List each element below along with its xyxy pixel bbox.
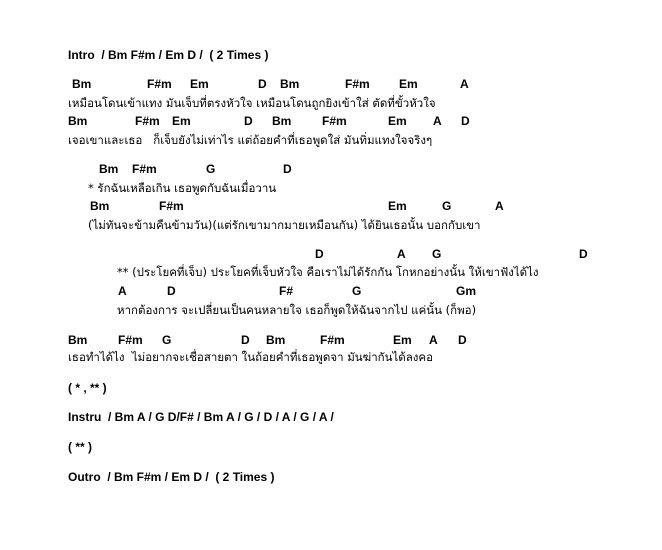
chord: Em [172,114,191,128]
lyric-line: ** (ประโยคที่เจ็บ) ประโยคที่เจ็บหัวใจ คือเราไม่ได้รักกัน โกหกอย่างนั้น ให้เขาฟังได้ไง [117,265,539,279]
chord: Bm [272,114,292,128]
chord: F#m [159,199,184,213]
chord: A [495,199,504,213]
chord: A [118,284,127,298]
chord: A [433,114,442,128]
chord: A [460,77,469,91]
chord: Bm [90,199,110,213]
lyric-line: เจอเขาและเธอ ก็เจ็บยังไม่เท่าไร แต่ถ้อยคำที่เธอพูดใส่ มันทิ่มแทงใจจริงๆ [68,133,433,147]
chord: F#m [345,77,370,91]
chord: D [244,114,253,128]
chord: G [206,162,216,176]
chord: G [162,333,172,347]
chord: Bm [99,162,119,176]
chord: Em [393,333,412,347]
lyric-line: (ไม่ทันจะข้ามคืนข้ามวัน)(แต่รักเขามากมายเหมือนกัน) ได้ยินเธอนั้น บอกกับเขา [88,218,481,232]
chord: Em [388,114,407,128]
chord: Em [399,77,418,91]
chord: A [397,247,406,261]
chord: Em [388,199,407,213]
lyric-line: เธอทำได้ไง ไม่อยากจะเชื่อสายตา ในถ้อยคำที่เธอพูดจา มันฆ่ากันได้ลงคอ [68,350,433,364]
intro-line: Intro / Bm F#m / Em D / ( 2 Times ) [68,48,269,62]
lyric-line: เหมือนโดนเข้าแทง มันเจ็บที่ตรงหัวใจ เหมือนโดนถูกยิงเข้าใส่ ตัดที่ขั้วหัวใจ [68,96,436,110]
lyric-line: หากต้องการ จะเปลี่ยนเป็นคนหลายใจ เธอก็พูดให้ฉันจากไป แค่นั้น (ก็พอ) [117,303,477,317]
chord: F#m [132,162,157,176]
chord: F#m [118,333,143,347]
chord: D [167,284,176,298]
chord: Gm [456,284,477,298]
chord: D [458,333,467,347]
chord: D [461,114,470,128]
chord: D [579,247,588,261]
chord: G [442,199,452,213]
instru-line: Instru / Bm A / G D/F# / Bm A / G / D / A / G / A / [68,410,334,424]
chord: D [241,333,250,347]
chord: Bm [72,77,92,91]
chord: Bm [280,77,300,91]
chord: Bm [68,114,88,128]
chord: A [429,333,438,347]
chord: Bm [266,333,286,347]
chord: D [315,247,324,261]
outro-line: Outro / Bm F#m / Em D / ( 2 Times ) [68,470,275,484]
lyric-line: * รักฉันเหลือเกิน เธอพูดกับฉันเมื่อวาน [88,181,277,195]
chord: D [258,77,267,91]
chord: D [283,162,292,176]
repeat-marker: ( * , ** ) [68,381,107,395]
chord: F#m [135,114,160,128]
repeat-marker-2: ( ** ) [68,440,92,454]
chord: Em [190,77,209,91]
chord: G [432,247,442,261]
chord: F#m [320,333,345,347]
chord: Bm [68,333,88,347]
chord: F#m [147,77,172,91]
chord: F# [279,284,294,298]
chord: F#m [322,114,347,128]
chord: G [352,284,362,298]
